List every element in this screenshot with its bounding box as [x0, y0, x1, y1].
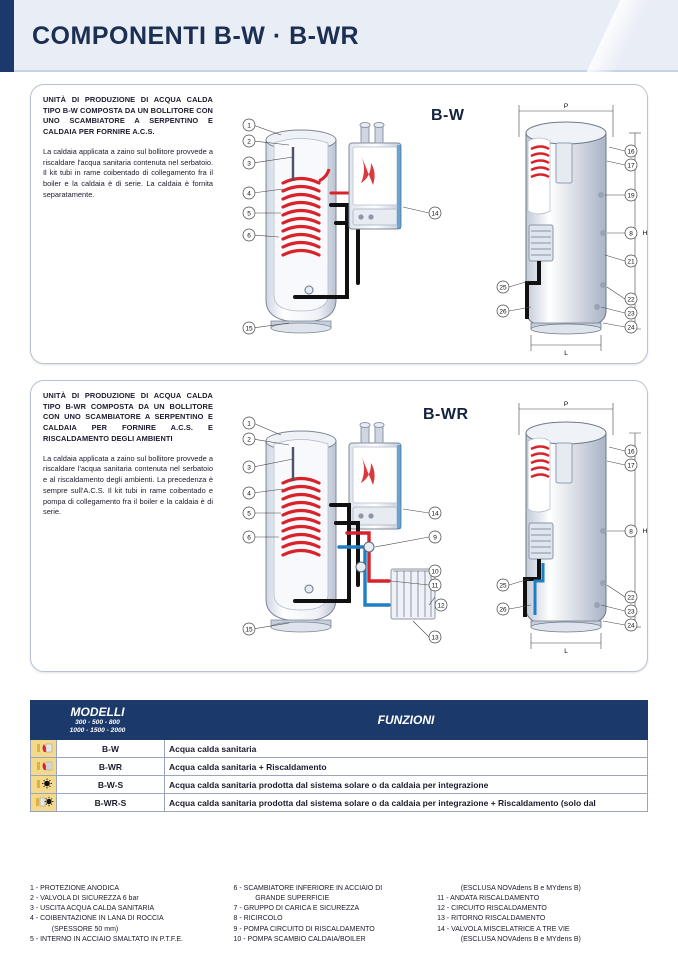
legend-column-3	[437, 884, 648, 945]
svg-text:15: 15	[245, 325, 253, 333]
panel-b-wr	[30, 380, 648, 672]
svg-text:19: 19	[627, 192, 635, 200]
legend-item: (ESCLUSA NOVAdens B e MYdens B)	[449, 935, 581, 943]
radiator-icon-large	[391, 569, 435, 619]
models-sizes-line2: 1000 - 1500 - 2000	[69, 727, 126, 735]
svg-text:23: 23	[627, 608, 635, 616]
svg-text:9: 9	[433, 534, 437, 542]
function-description: Acqua calda sanitaria prodotta dal sistema solare o da caldaia per integrazione	[165, 776, 648, 794]
legend-item: (ESCLUSA NOVAdens B e MYdens B)	[449, 885, 581, 892]
svg-text:4: 4	[247, 190, 251, 198]
svg-text:6: 6	[247, 232, 251, 240]
table-row	[31, 794, 648, 812]
legend-item: 7 - GRUPPO DI CARICA E SICUREZZA	[233, 905, 360, 913]
svg-text:H: H	[642, 528, 648, 535]
header-accent-bar	[0, 0, 14, 72]
svg-text:11: 11	[431, 582, 439, 590]
legend-item: 4 - COIBENTAZIONE IN LANA DI ROCCIA	[30, 915, 164, 923]
svg-text:5: 5	[247, 510, 251, 518]
legend-item: 3 - USCITA ACQUA CALDA SANITARIA	[30, 905, 155, 913]
svg-text:17: 17	[627, 462, 635, 470]
functions-header-cell: FUNZIONI	[165, 701, 648, 740]
legend-column-1	[30, 884, 224, 945]
model-name: B-WR-S	[57, 794, 165, 812]
legend-item: 1 - PROTEZIONE ANODICA	[30, 885, 120, 892]
legend-item: 9 - POMPA CIRCUITO DI RISCALDAMENTO	[233, 925, 375, 933]
page-header	[0, 0, 678, 72]
svg-text:26: 26	[499, 308, 507, 316]
svg-text:22: 22	[627, 296, 635, 304]
panel-b-wr-lead: UNITÀ DI PRODUZIONE DI ACQUA CALDA TIPO B-WR COMPOSTA DA UN BOLLITORE CON UNO SCAMBIATORE A SERPENTINO E CALDAIA PER FORNIRE A.C.S. E RISCALDAMENTO DEGLI AMBIENTI	[43, 391, 213, 443]
boiler-unit-b-w	[349, 123, 401, 230]
svg-text:13: 13	[431, 634, 439, 642]
svg-text:P: P	[563, 103, 569, 110]
svg-text:6: 6	[247, 534, 251, 542]
svg-text:24: 24	[627, 324, 635, 332]
svg-text:23: 23	[627, 310, 635, 318]
flame-radiator-icon	[31, 758, 57, 776]
legend-column-2	[234, 884, 428, 945]
panel-b-w-body: La caldaia applicata a zaino sul bollitore provvede a riscaldare l'acqua sanitaria contenuta nel serbatoio. Il kit tubi in rame coibentado di collegamento fra il boiler e la caldaia è di serie. La caldaia è fornita separatamente.	[43, 146, 213, 199]
svg-text:16: 16	[627, 148, 635, 156]
panel-b-wr-title: B-WR	[423, 406, 469, 423]
boiler-unit-b-wr	[349, 423, 401, 530]
svg-text:25: 25	[499, 284, 507, 292]
legend-item: 12 - CIRCUITO RISCALDAMENTO	[437, 905, 547, 913]
svg-text:3: 3	[247, 160, 251, 168]
legend-item: 13 - RITORNO RISCALDAMENTO	[437, 915, 546, 923]
svg-text:P: P	[563, 401, 569, 408]
svg-text:17: 17	[627, 162, 635, 170]
svg-text:15: 15	[245, 626, 253, 634]
svg-text:24: 24	[627, 622, 635, 630]
svg-text:8: 8	[629, 230, 633, 238]
table-row	[31, 758, 648, 776]
table-row	[31, 740, 648, 758]
legend-item: 8 - RICIRCOLO	[233, 915, 283, 923]
function-description: Acqua calda sanitaria prodotta dal sistema solare o da caldaia per integrazione + Riscaldamento (solo dal	[165, 794, 648, 812]
svg-text:H: H	[642, 230, 648, 237]
panel-b-w-illustration	[31, 85, 648, 364]
flame-sun-radiator-icon	[31, 794, 57, 812]
svg-text:25: 25	[499, 582, 507, 590]
panel-b-wr-body: La caldaia applicata a zaino sul bollitore provvede a riscaldare l'acqua sanitaria contenuta nel serbatoio e al riscaldamento degli ambienti. La precedenza è sempre sull'A.C.S. Il kit tubi in rame coibentado e pompa di collegamento fra il boiler e la caldaia è di serie.	[43, 453, 213, 517]
models-sizes-line1: 300 - 500 - 800	[75, 719, 120, 726]
function-description: Acqua calda sanitaria	[165, 740, 648, 758]
legend-item: (SPESSORE 50 mm)	[42, 925, 119, 933]
legend-item: GRANDE SUPERFICIE	[245, 895, 330, 903]
header-decoration	[558, 0, 678, 72]
svg-text:26: 26	[499, 606, 507, 614]
flame-sun-icon	[31, 776, 57, 794]
legend-item: 5 - INTERNO IN ACCIAIO SMALTATO IN P.T.F.E.	[30, 935, 183, 943]
svg-text:2: 2	[247, 436, 251, 444]
legend-item: 2 - VALVOLA DI SICUREZZA 6 bar	[30, 895, 139, 903]
svg-text:1: 1	[247, 122, 251, 130]
models-header-cell	[31, 701, 165, 740]
legend-item: 14 - VALVOLA MISCELATRICE A TRE VIE	[437, 925, 570, 933]
legend-item: 11 - ANDATA RISCALDAMENTO	[437, 895, 540, 903]
panel-b-wr-illustration	[31, 381, 648, 672]
table-row	[31, 776, 648, 794]
panel-b-w-lead: UNITÀ DI PRODUZIONE DI ACQUA CALDA TIPO B-W COMPOSTA DA UN BOLLITORE CON UNO SCAMBIATORE A SERPENTINO E CALDAIA PER FORNIRE A.C.S.	[43, 95, 213, 137]
svg-text:L: L	[564, 648, 568, 655]
panel-b-w-title: B-W	[431, 107, 465, 124]
svg-text:2: 2	[247, 138, 251, 146]
svg-text:14: 14	[431, 210, 439, 218]
tank-cutaway-b-w	[266, 130, 336, 333]
svg-text:8: 8	[629, 528, 633, 536]
svg-text:1: 1	[247, 420, 251, 428]
svg-text:5: 5	[247, 210, 251, 218]
svg-text:22: 22	[627, 594, 635, 602]
function-description: Acqua calda sanitaria + Riscaldamento	[165, 758, 648, 776]
model-name: B-W	[57, 740, 165, 758]
svg-text:12: 12	[437, 602, 445, 610]
legend-item: 6 - SCAMBIATORE INFERIORE IN ACCIAIO DI	[233, 885, 383, 892]
svg-text:L: L	[564, 350, 568, 357]
models-functions-table	[30, 700, 648, 812]
table-header-row	[31, 701, 648, 740]
models-title: MODELLI	[70, 705, 125, 719]
model-name: B-W-S	[57, 776, 165, 794]
svg-text:10: 10	[431, 568, 439, 576]
legend	[30, 884, 648, 945]
panel-b-w	[30, 84, 648, 364]
page-title: COMPONENTI B-W · B-WR	[32, 22, 360, 50]
svg-text:21: 21	[627, 258, 635, 266]
flame-icon	[31, 740, 57, 758]
svg-text:4: 4	[247, 490, 251, 498]
svg-text:16: 16	[627, 448, 635, 456]
svg-text:3: 3	[247, 464, 251, 472]
legend-item: 10 - POMPA SCAMBIO CALDAIA/BOILER	[233, 935, 366, 943]
model-name: B-WR	[57, 758, 165, 776]
svg-text:14: 14	[431, 510, 439, 518]
